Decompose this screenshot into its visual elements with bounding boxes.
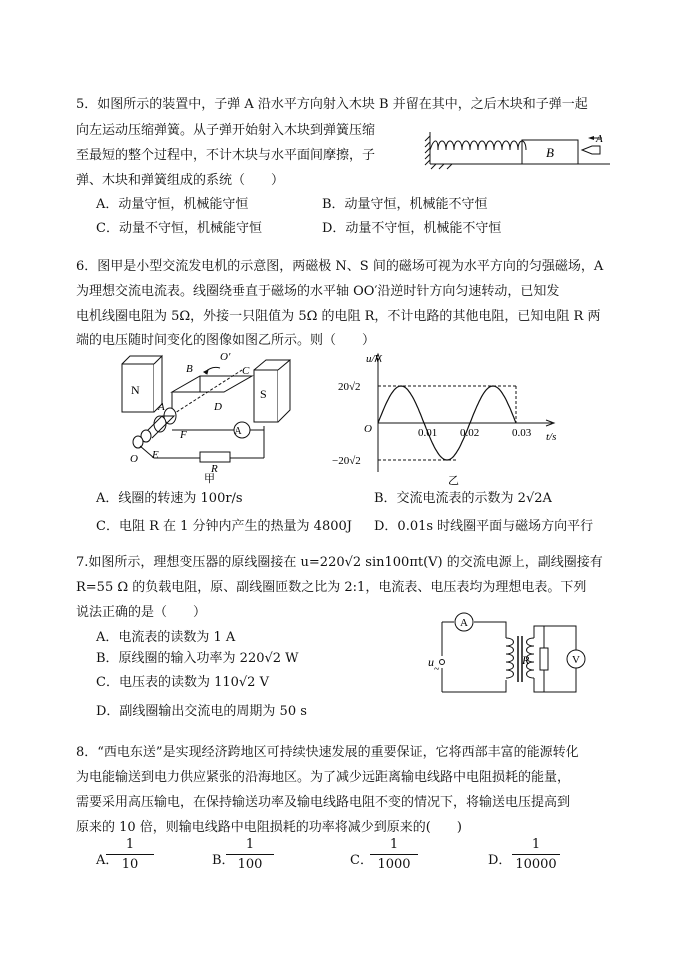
yi-xtick-2: 0.02 [460, 427, 480, 439]
q8-c-num: 1 [389, 837, 399, 852]
caption-yi: 乙 [448, 475, 459, 487]
q8-option-d-fraction [506, 838, 566, 871]
label-d: D [214, 401, 222, 413]
q7-primary-coil [506, 638, 514, 678]
label-s: S [260, 387, 267, 401]
q8-b-num: 1 [245, 837, 255, 852]
label-b: B [186, 363, 193, 375]
q7-source-label: u [428, 655, 434, 669]
q5-spring [430, 141, 526, 150]
q7-line-2: R=55 Ω 的负载电阻，原、副线圈匝数之比为 2:1，电流表、电压表均为理想电表。下列 [76, 580, 587, 595]
q8-option-a-fraction [100, 838, 160, 871]
q8-option-b-fraction [220, 838, 280, 871]
q7-voltmeter-label: V [572, 654, 580, 666]
q6-line-2: 为理想交流电流表。线圈绕垂直于磁场的水平轴 OO′沿逆时针方向匀速转动，已知发 [76, 284, 560, 299]
yi-xtick-1: 0.01 [418, 427, 438, 439]
q8-option-c-fraction [364, 838, 424, 871]
q8-option-d-letter: D． [488, 853, 512, 868]
q5-option-c: C．动量不守恒，机械能守恒 [96, 221, 262, 236]
caption-jia: 甲 [204, 473, 215, 485]
yi-xlabel: t/s [546, 431, 557, 443]
q7-line-1: 7.如图所示，理想变压器的原线圈接在 u=220√2 sin100πt(V) 的交流电源上，副线圈接有 [76, 555, 603, 570]
q8-line-3: 需要采用高压输电，在保持输送功率及输电线路电阻不变的情况下，将输送电压提高到 [76, 795, 571, 810]
q5-line-4: 弹、木块和弹簧组成的系统（ ） [76, 173, 285, 188]
q8-d-den: 10000 [515, 857, 557, 872]
label-ammeter-jia: A [234, 426, 242, 437]
q6-option-a: A．线圈的转速为 100r/s [96, 491, 243, 506]
label-f: F [180, 429, 187, 441]
q8-option-c-letter: C． [350, 853, 373, 868]
q6-option-d: D．0.01s 时线圈平面与磁场方向平行 [374, 519, 594, 534]
q7-option-d: D．副线圈输出交流电的周期为 50 s [96, 704, 307, 719]
yi-xtick-3: 0.03 [512, 427, 532, 439]
label-c: C [242, 365, 250, 377]
q6-option-b: B．交流电流表的示数为 2√2A [374, 491, 552, 506]
q7-option-a: A．电流表的读数为 1 A [96, 630, 236, 645]
q5-line-3: 至最短的整个过程中，不计木块与水平面间摩擦，子 [76, 148, 376, 163]
q5-option-b: B．动量守恒，机械能不守恒 [322, 197, 488, 212]
q5-floor-hatch [431, 164, 452, 169]
label-o: O [130, 453, 138, 465]
q5-line-2: 向左运动压缩弹簧。从子弹开始射入木块到弹簧压缩 [76, 123, 376, 138]
label-n: N [131, 383, 140, 397]
yi-origin: O [364, 423, 372, 435]
q8-a-num: 1 [125, 837, 135, 852]
q5-bullet-label: A [596, 133, 603, 145]
q5-option-a: A．动量守恒，机械能守恒 [96, 197, 249, 212]
q8-option-b-letter: B． [212, 853, 235, 868]
label-o-prime: O′ [220, 351, 231, 363]
q5-option-d: D．动量不守恒，机械能不守恒 [322, 221, 502, 236]
q7-ammeter-label: A [460, 617, 468, 629]
q6-figure-yi [330, 350, 570, 487]
q8-option-a-letter: A． [96, 853, 119, 868]
q8-a-den: 10 [121, 857, 139, 872]
label-r-jia: R [211, 463, 218, 475]
q7-primary-top-wire [442, 622, 506, 638]
q5-wall-hatch [425, 136, 430, 165]
q5-block-label: B [546, 145, 554, 160]
q6-figure-jia [116, 346, 312, 485]
q5-bullet [582, 146, 600, 154]
wire-bottom [140, 446, 200, 458]
q7-option-c: C．电压表的读数为 110√2 V [96, 675, 269, 690]
yi-ylabel: u/V [366, 353, 382, 365]
q8-line-4: 原来的 10 倍，则输电线路中电阻损耗的功率将减少到原来的( ) [76, 820, 462, 835]
yi-ytick-neg: −20√2 [332, 455, 361, 467]
q7-resistor [540, 648, 548, 670]
q8-c-den: 1000 [377, 857, 411, 872]
q5-line-1: 5．如图所示的装置中，子弹 A 沿水平方向射入木块 B 并留在其中，之后木块和子弹一起 [76, 97, 588, 112]
q8-line-1: 8．“西电东送”是实现经济跨地区可持续快速发展的重要保证，它将西部丰富的能源转化 [76, 745, 579, 760]
q5-figure [422, 126, 612, 172]
q7-resistor-label: R [522, 653, 530, 667]
resistor-r [200, 452, 230, 462]
q6-line-4: 端的电压随时间变化的图像如图乙所示。则（ ） [76, 333, 376, 348]
q7-figure [426, 612, 586, 696]
label-a: A [158, 401, 165, 413]
q8-line-2: 为电能输送到电力供应紧张的沿海地区。为了减少远距离输电线路中电阻损耗的能量， [76, 770, 571, 785]
q8-d-num: 1 [531, 837, 541, 852]
label-e: E [152, 449, 159, 461]
yi-ytick-pos: 20√2 [338, 381, 361, 393]
q7-option-b: B．原线圈的输入功率为 220√2 W [96, 651, 299, 666]
q7-line-3: 说法正确的是（ ） [76, 605, 207, 620]
q6-option-c: C．电阻 R 在 1 分钟内产生的热量为 4800J [96, 519, 352, 534]
q7-tilde: ~ [434, 664, 440, 675]
q6-line-3: 电机线圈电阻为 5Ω，外接一只阻值为 5Ω 的电阻 R，不计电路的其他电阻，已知电阻 R 两 [76, 309, 601, 324]
q8-b-den: 100 [237, 857, 263, 872]
q6-line-1: 6．图甲是小型交流发电机的示意图，两磁极 N、S 间的磁场可视为水平方向的匀强磁场，A [76, 259, 604, 274]
